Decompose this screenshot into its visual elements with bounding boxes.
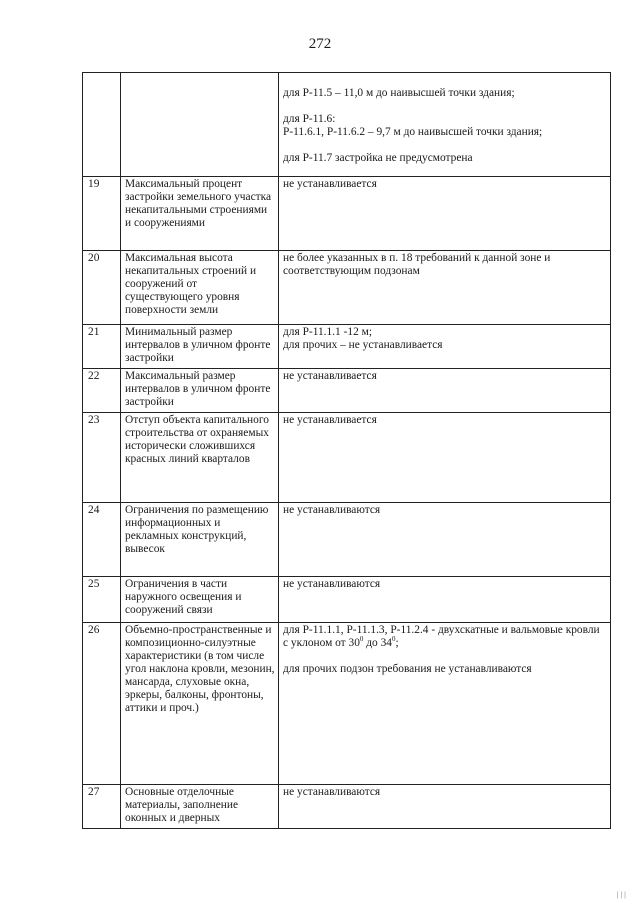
table-row bbox=[83, 177, 611, 251]
table-row bbox=[83, 73, 611, 177]
row-value: не устанавливается bbox=[279, 413, 611, 503]
row-parameter: Объемно-пространственные и композиционно-силуэтные характеристики (в том числе угол наклона кровли, мезонин, мансарда, слуховые окна, эркеры, балконы, фронтоны, аттики и проч.) bbox=[121, 623, 279, 785]
row-number: 20 bbox=[83, 251, 121, 325]
row-parameter: Отступ объекта капитального строительства от охраняемых исторически сложившихся красных линий кварталов bbox=[121, 413, 279, 503]
row-parameter: Максимальный размер интервалов в уличном фронте застройки bbox=[121, 369, 279, 413]
row-value bbox=[279, 623, 611, 785]
row-value: не устанавливаются bbox=[279, 785, 611, 829]
row-value: не устанавливается bbox=[279, 177, 611, 251]
value-line: для Р-11.1.1, Р-11.1.3, Р-11.2.4 - двухскатные и вальмовые кровли с уклоном от $30^0$ до $34^0$; bbox=[283, 624, 600, 649]
row-value bbox=[279, 325, 611, 369]
row-value: не устанавливаются bbox=[279, 577, 611, 623]
table-row bbox=[83, 503, 611, 577]
value-line: для Р-11.1.1 -12 м; bbox=[283, 326, 373, 338]
row-parameter: Ограничения по размещению информационных и рекламных конструкций, вывесок bbox=[121, 503, 279, 577]
footer-mark: | | | bbox=[616, 892, 626, 899]
table-row bbox=[83, 577, 611, 623]
row-number bbox=[83, 73, 121, 177]
table-row bbox=[83, 785, 611, 829]
row-number: 27 bbox=[83, 785, 121, 829]
row-value bbox=[279, 73, 611, 177]
row-number: 19 bbox=[83, 177, 121, 251]
row-number: 26 bbox=[83, 623, 121, 785]
row-number: 21 bbox=[83, 325, 121, 369]
row-parameter: Ограничения в части наружного освещения и сооружений связи bbox=[121, 577, 279, 623]
row-parameter: Максимальный процент застройки земельного участка некапитальными строениями и сооружениями bbox=[121, 177, 279, 251]
row-number: 22 bbox=[83, 369, 121, 413]
row-value: не более указанных в п. 18 требований к данной зоне и соответствующим подзонам bbox=[279, 251, 611, 325]
value-line: для прочих – не устанавливается bbox=[283, 339, 443, 351]
row-parameter: Основные отделочные материалы, заполнение оконных и дверных bbox=[121, 785, 279, 829]
value-line: для Р-11.5 – 11,0 м до наивысшей точки здания; bbox=[283, 87, 515, 99]
row-value: не устанавливаются bbox=[279, 503, 611, 577]
value-line: Р-11.6.1, Р-11.6.2 – 9,7 м до наивысшей точки здания; bbox=[283, 126, 543, 138]
value-line: для Р-11.7 застройка не предусмотрена bbox=[283, 152, 473, 164]
row-parameter: Максимальная высота некапитальных строений и сооружений от существующего уровня поверхности земли bbox=[121, 251, 279, 325]
regulations-table bbox=[82, 72, 611, 829]
table-row bbox=[83, 325, 611, 369]
table-row bbox=[83, 251, 611, 325]
row-parameter bbox=[121, 73, 279, 177]
table-row bbox=[83, 413, 611, 503]
row-number: 25 bbox=[83, 577, 121, 623]
table-row bbox=[83, 623, 611, 785]
row-number: 23 bbox=[83, 413, 121, 503]
page-number: 272 bbox=[308, 36, 332, 52]
row-parameter: Минимальный размер интервалов в уличном фронте застройки bbox=[121, 325, 279, 369]
value-line: для Р-11.6: bbox=[283, 113, 336, 125]
table-row bbox=[83, 369, 611, 413]
row-value: не устанавливается bbox=[279, 369, 611, 413]
value-line: для прочих подзон требования не устанавливаются bbox=[283, 663, 532, 675]
row-number: 24 bbox=[83, 503, 121, 577]
